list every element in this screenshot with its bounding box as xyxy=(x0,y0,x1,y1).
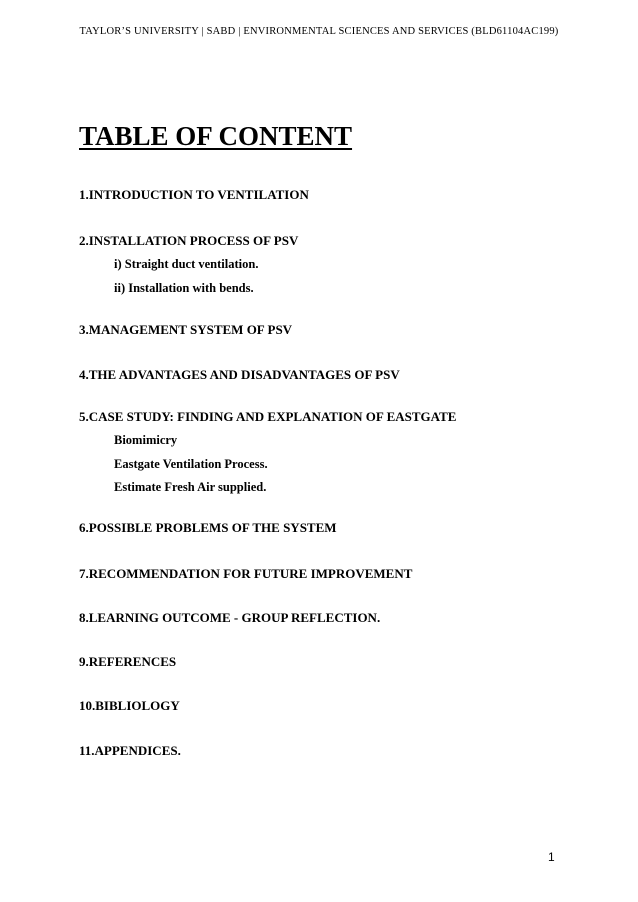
page-number: 1 xyxy=(548,850,555,864)
toc-entry-bibliology: 10.BIBLIOLOGY xyxy=(79,698,180,713)
toc-entry-recommendation: 7.RECOMMENDATION FOR FUTURE IMPROVEMENT xyxy=(79,566,413,581)
toc-entry-learning-outcome: 8.LEARNING OUTCOME - GROUP REFLECTION. xyxy=(79,610,381,625)
toc-sub-eastgate-process: Eastgate Ventilation Process. xyxy=(114,457,268,471)
toc-sub-straight-duct: i) Straight duct ventilation. xyxy=(114,257,259,271)
toc-entry-management-system: 3.MANAGEMENT SYSTEM OF PSV xyxy=(79,322,293,337)
toc-entry-case-study: 5.CASE STUDY: FINDING AND EXPLANATION OF EASTGATE xyxy=(79,409,457,424)
toc-entry-appendices: 11.APPENDICES. xyxy=(79,743,181,758)
toc-sub-biomimicry: Biomimicry xyxy=(114,433,178,447)
page-title: TABLE OF CONTENT xyxy=(79,121,353,151)
page-header: TAYLOR’S UNIVERSITY | SABD | ENVIRONMENTAL SCIENCES AND SERVICES (BLD61104AC199) xyxy=(79,26,559,37)
toc-sub-fresh-air: Estimate Fresh Air supplied. xyxy=(114,480,267,494)
toc-entry-possible-problems: 6.POSSIBLE PROBLEMS OF THE SYSTEM xyxy=(79,520,337,535)
toc-entry-installation-process: 2.INSTALLATION PROCESS OF PSV xyxy=(79,233,299,248)
toc-entry-advantages-disadvantages: 4.THE ADVANTAGES AND DISADVANTAGES OF PSV xyxy=(79,367,400,382)
toc-entry-references: 9.REFERENCES xyxy=(79,654,177,669)
toc-sub-installation-bends: ii) Installation with bends. xyxy=(114,281,254,295)
toc-entry-introduction: 1.INTRODUCTION TO VENTILATION xyxy=(79,187,309,202)
